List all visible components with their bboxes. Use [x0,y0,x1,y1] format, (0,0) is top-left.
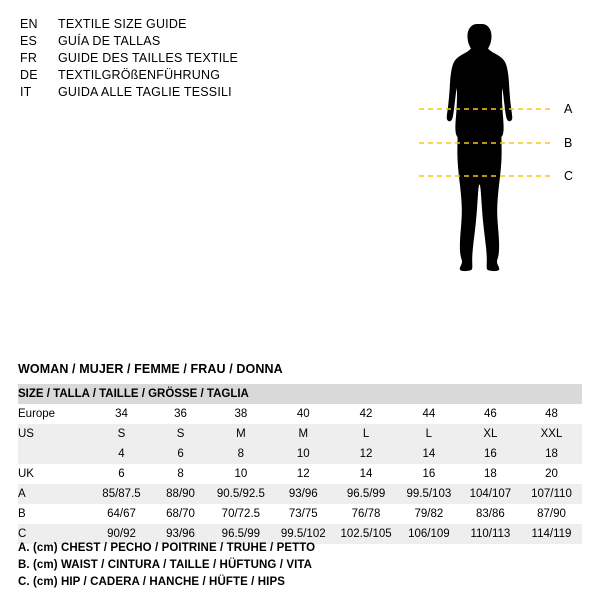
cell: 20 [545,468,558,480]
cell: 85/87.5 [102,488,141,500]
cell: 14 [422,448,436,460]
cell: 34 [115,408,128,420]
cell: 104/107 [469,488,512,500]
cell: 96.5/99 [221,528,261,540]
cell: 99.5/102 [280,528,326,540]
language-row [20,33,340,50]
row-label: A [18,488,26,500]
row-label: Europe [18,408,56,420]
cell: 6 [118,468,125,480]
cell: XXL [540,428,563,440]
marker-label-c: C [564,169,574,183]
language-text: GUIDE DES TAILLES TEXTILE [58,51,239,65]
cell: 79/82 [414,508,444,520]
table-row [18,464,582,484]
language-row [20,67,340,84]
cell: 102.5/105 [340,528,392,540]
language-code: IT [20,85,32,99]
cell: M [298,428,309,440]
cell: 36 [174,408,187,420]
row-label: US [18,428,34,440]
cell: 83/86 [476,508,505,520]
cell: 44 [422,408,436,420]
cell: 70/72.5 [221,508,261,520]
language-text: TEXTILGRÖßENFÜHRUNG [58,68,221,82]
cell: 96.5/99 [346,488,386,500]
cell: 90/92 [107,528,136,540]
cell: 99.5/103 [406,488,452,500]
language-row [20,84,340,101]
cell: 46 [484,408,497,420]
cell: 114/119 [531,528,572,540]
cell: 88/90 [166,488,195,500]
table-row [18,404,582,424]
cell: 16 [484,448,497,460]
language-row [20,50,340,67]
cell: 10 [296,448,310,460]
cell: 93/96 [166,528,195,540]
table-header-label: SIZE / TALLA / TAILLE / GRÖSSE / TAGLIA [18,384,582,404]
legend-row-c: C. (cm) HIP / CADERA / HANCHE / HÜFTE / HIPS [18,576,286,588]
language-text: TEXTILE SIZE GUIDE [58,17,187,31]
cell: 68/70 [166,508,195,520]
cell: 18 [545,448,558,460]
table-caption: WOMAN / MUJER / FEMME / FRAU / DONNA [18,362,283,376]
cell: 10 [234,468,248,480]
language-list [20,16,340,101]
size-table [18,384,582,544]
cell: 73/75 [288,508,318,520]
cell: 8 [237,448,245,460]
cell: 6 [177,448,184,460]
cell: 76/78 [351,508,381,520]
cell: 14 [359,468,373,480]
cell: S [117,428,126,440]
cell: 106/109 [408,528,450,540]
cell: 8 [177,468,184,480]
cell: L [425,428,433,440]
cell: 87/90 [537,508,566,520]
cell: L [362,428,370,440]
cell: 38 [234,408,248,420]
table-row [18,424,582,444]
cell: 110/113 [470,528,511,540]
row-label [18,444,91,464]
table-row [18,484,582,504]
marker-label-b: B [564,136,573,150]
table-row [18,444,582,464]
language-code: ES [20,34,38,48]
size-table-wrap [18,384,582,544]
legend-row-a: A. (cm) CHEST / PECHO / POITRINE / TRUHE / PETTO [18,542,316,554]
row-label: C [18,528,27,540]
language-row [20,16,340,33]
cell: XL [483,428,498,440]
female-body-figure [392,10,582,370]
cell: 90.5/92.5 [216,488,265,500]
cell: 16 [422,468,436,480]
language-code: DE [20,68,38,82]
cell: 18 [484,468,497,480]
measurement-legend [18,540,578,591]
language-text: GUIDA ALLE TAGLIE TESSILI [58,85,232,99]
language-code: EN [20,17,38,31]
cell: 93/96 [288,488,318,500]
cell: 48 [545,408,558,420]
cell: 4 [118,448,125,460]
cell: 64/67 [107,508,136,520]
cell: 42 [359,408,373,420]
cell: S [176,428,185,440]
cell: 40 [296,408,310,420]
measurement-markers [392,10,582,370]
table-header-row [18,384,582,404]
cell: 12 [296,468,310,480]
cell: 12 [359,448,373,460]
cell: 107/110 [531,488,572,500]
legend-row-b: B. (cm) WAIST / CINTURA / TAILLE / HÜFTUNG / VITA [18,559,313,571]
row-label: B [18,508,26,520]
row-label: UK [18,468,34,480]
table-row [18,504,582,524]
language-text: GUÍA DE TALLAS [58,34,161,48]
marker-label-a: A [564,102,573,116]
cell: M [236,428,246,440]
language-code: FR [20,51,38,65]
